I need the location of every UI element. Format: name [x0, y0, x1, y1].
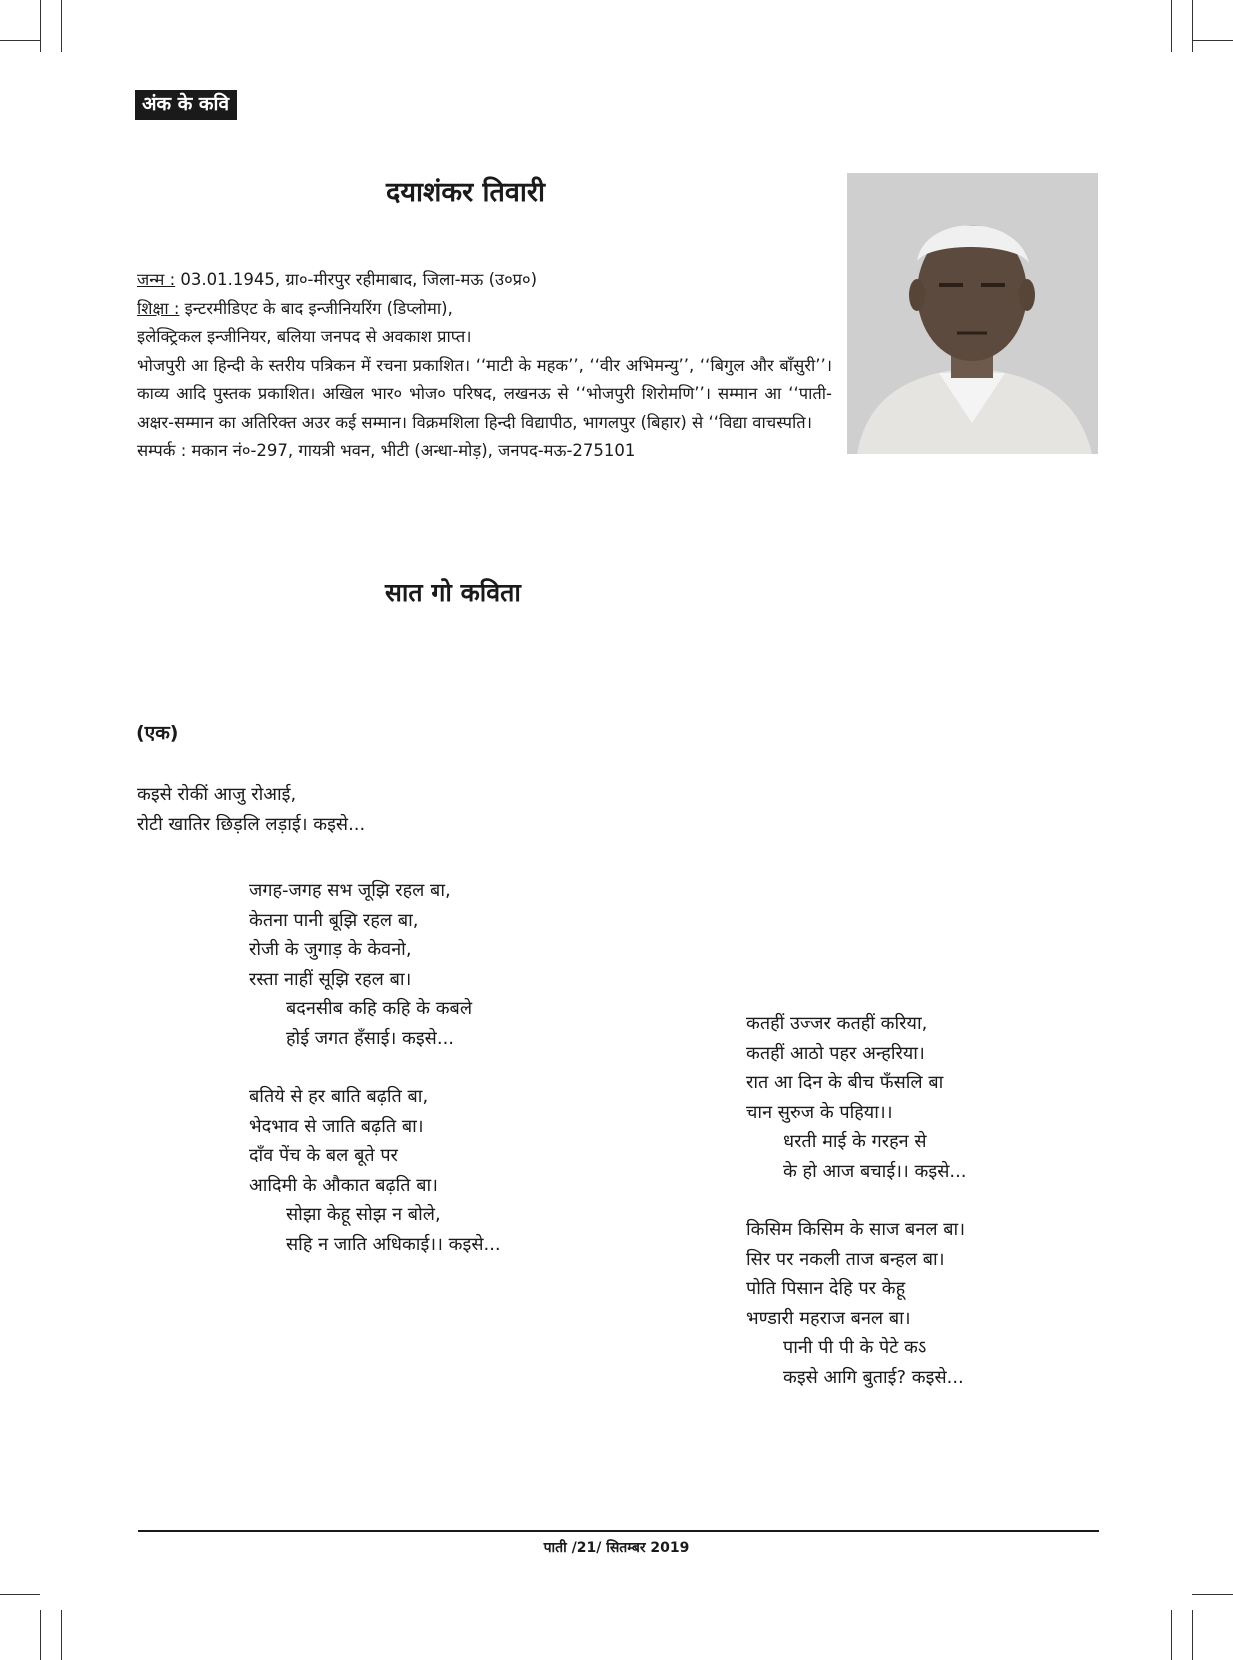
crop-mark [0, 40, 40, 41]
education-label: शिक्षा : [137, 298, 180, 318]
poet-bio [137, 266, 832, 466]
verse-line: रोजी के जुगाड़ के केवनो, [249, 939, 412, 960]
verse-line: रोटी खातिर छिड़लि लड़ाई। कइसे... [137, 813, 366, 835]
birth-text: 03.01.1945, ग्रा०-मीरपुर रहीमाबाद, जिला-मऊ (उ०प्र०) [175, 270, 538, 289]
verse-line: केतना पानी बूझि रहल बा, [249, 909, 419, 931]
page-footer: पाती /21/ सितम्बर 2019 [543, 1540, 690, 1556]
crop-mark [1171, 0, 1172, 52]
verse-line: दाँव पेंच के बल बूते पर [249, 1145, 398, 1166]
crop-mark [40, 0, 41, 52]
verse-line: सोझा केहू सोझ न बोले, [286, 1204, 441, 1225]
verse-line: बतिये से हर बाति बढ़ति बा, [249, 1086, 429, 1107]
verse-line: चान सुरुज के पहिया।। [746, 1101, 893, 1123]
verse-line: आदिमी के औकात बढ़ति बा। [249, 1174, 439, 1196]
verse-line: पोति पिसान देहि पर केहू [746, 1278, 906, 1299]
verse-line: पानी पी पी के पेटे कऽ [783, 1337, 927, 1358]
stanza-3 [746, 1009, 967, 1392]
crop-mark [40, 1610, 41, 1660]
footer-divider [138, 1530, 1099, 1532]
section-tag: अंक के कवि [135, 90, 237, 120]
verse-line: धरती माई के गरहन से [783, 1131, 927, 1152]
stanza-1 [249, 876, 501, 1259]
verse-line: होई जगत हँसाई। कइसे... [286, 1027, 455, 1049]
career-line: इलेक्ट्रिकल इन्जीनियर, बलिया जनपद से अवकाश प्राप्त। [137, 327, 472, 346]
verse-line: कतहीं उज्जर कतहीं करिया, [746, 1013, 928, 1034]
education-text: इन्टरमीडिएट के बाद इन्जीनियरिंग (डिप्लोमा), [179, 298, 453, 318]
verse-line: के हो आज बचाई।। कइसे... [783, 1160, 967, 1182]
verse-line: भेदभाव से जाति बढ़ति बा। [249, 1115, 424, 1137]
verse-line: कइसे रोकीं आजु रोआई, [137, 784, 297, 805]
verse-line: रात आ दिन के बीच फँसलि बा [746, 1072, 944, 1093]
crop-mark [61, 0, 62, 52]
crop-mark [1192, 0, 1193, 52]
verse-line: रस्ता नाहीं सूझि रहल बा। [249, 968, 412, 990]
verse-line: सहि न जाति अधिकाई।। कइसे... [286, 1233, 501, 1255]
poet-portrait [847, 173, 1098, 454]
verse-line: कतहीं आठो पहर अन्हरिया। [746, 1042, 925, 1064]
crop-mark [1192, 1610, 1193, 1660]
verse-line: सिर पर नकली ताज बन्हल बा। [746, 1248, 945, 1270]
verse-line: जगह-जगह सभ जूझि रहल बा, [249, 880, 451, 901]
crop-mark [1171, 1610, 1172, 1660]
crop-mark [0, 1594, 40, 1595]
poem-number: (एक) [136, 722, 179, 744]
crop-mark [1192, 40, 1233, 41]
education-line [137, 295, 832, 324]
verse-line: किसिम किसिम के साज बनल बा। [746, 1219, 966, 1240]
birth-label: जन्म : [137, 270, 176, 289]
birth-line [137, 266, 832, 295]
verse-line: भण्डारी महराज बनल बा। [746, 1307, 911, 1329]
collection-title: सात गो कविता [385, 578, 521, 607]
refrain [137, 780, 365, 839]
verse-line: बदनसीब कहि कहि के कबले [286, 998, 473, 1019]
crop-mark [1192, 1594, 1233, 1595]
contact-line: सम्पर्क : मकान नं०-297, गायत्री भवन, भीटी (अन्धा-मोड़), जनपद-मऊ-275101 [137, 441, 636, 460]
publications-paragraph: भोजपुरी आ हिन्दी के स्तरीय पत्रिकन में रचना प्रकाशित। ‘‘माटी के महक’’, ‘‘वीर अभिमन्यु’’, ‘‘बिगुल और बाँसुरी’’। काव्य आदि पुस्तक प्रकाशित। अखिल भार० भोज० परिषद, लखनऊ से ‘‘भोजपुरी शिरोमणि’’। सम्मान आ ‘‘पाती-अक्षर-सम्मान का अतिरिक्त अउर कई सम्मान। विक्रमशिला हिन्दी विद्यापीठ, भागलपुर (बिहार) से ‘‘विद्या वाचस्पति। [137, 355, 832, 432]
crop-mark [61, 1610, 62, 1660]
verse-line: कइसे आगि बुताई? कइसे... [783, 1366, 964, 1388]
poet-name: दयाशंकर तिवारी [386, 177, 545, 208]
